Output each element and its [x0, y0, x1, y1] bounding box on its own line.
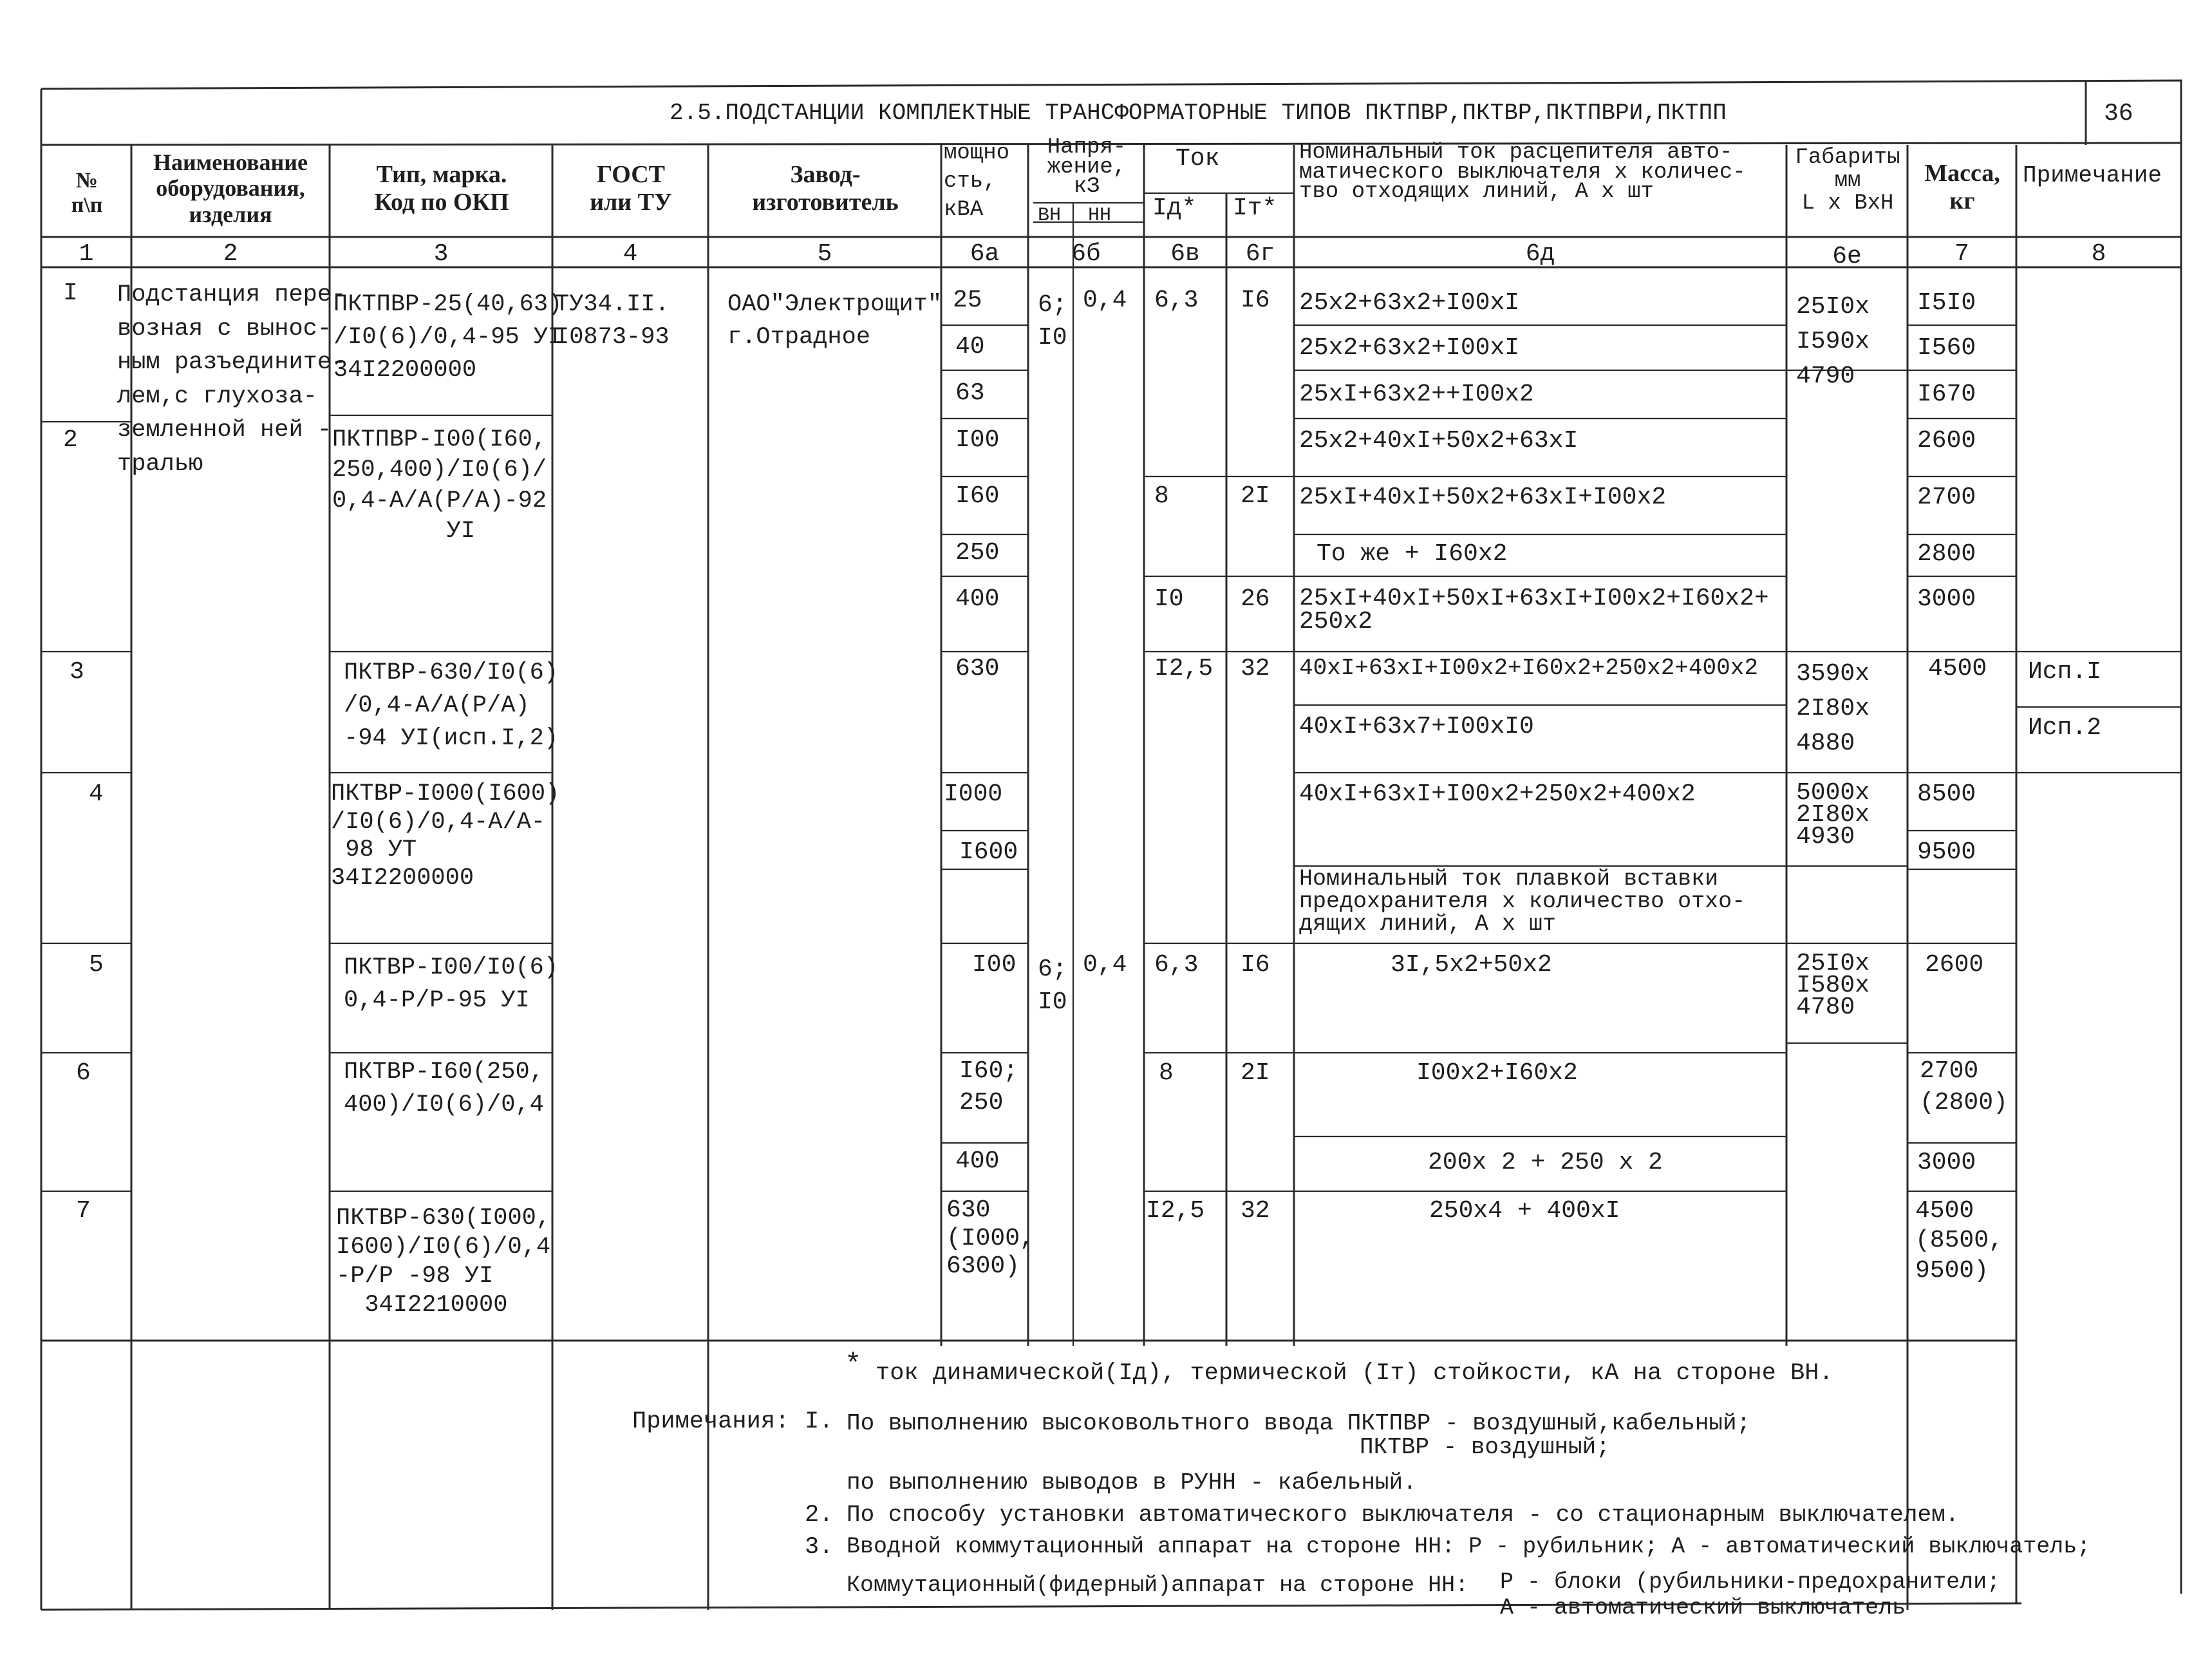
- type-code: ПКТВР-I60(250, 400)/I0(6)/0,4: [344, 1059, 544, 1119]
- power-value: 630 (I000, 6300): [946, 1196, 1035, 1281]
- mass-value: 8500: [1917, 780, 1976, 808]
- footnote-star: *: [845, 1349, 862, 1381]
- power-value: 25: [953, 287, 982, 314]
- current-it: I6: [1241, 287, 1270, 314]
- type-code: ПКТВР-I00/I0(6) 0,4-Р/Р-95 УI: [344, 954, 559, 1015]
- current-it: 26: [1241, 585, 1270, 613]
- header-gost: ГОСТ или ТУ: [590, 161, 672, 216]
- header-vn: ВН: [1038, 205, 1062, 227]
- row-number: 2: [63, 426, 78, 454]
- current-id: 6,3: [1154, 287, 1199, 314]
- mass-value: 3000: [1917, 585, 1976, 613]
- note-3-number: 3.: [805, 1534, 834, 1561]
- header-dims: Габариты мм L х ВхН: [1795, 146, 1900, 216]
- power-value: I00: [955, 426, 1000, 454]
- power-value: I000: [944, 780, 1003, 808]
- note-1-line-b: ПКТВР - воздушный;: [1360, 1434, 1610, 1460]
- mass-value: 3000: [1917, 1149, 1976, 1176]
- col-num-1: 1: [79, 240, 94, 268]
- mass-value: 2600: [1925, 951, 1984, 979]
- note-3-line-b: Коммутационный(фидерный)аппарат на стороне НН:: [847, 1572, 1469, 1598]
- col-num-6d: 6д: [1525, 240, 1555, 268]
- row-number: 4: [89, 780, 104, 808]
- power-value: 400: [955, 1147, 1000, 1175]
- mass-value: 2700 (2800): [1920, 1057, 2008, 1117]
- rating-value: То же + I60x2: [1317, 540, 1508, 568]
- power-value: 400: [955, 585, 1000, 613]
- col-num-8: 8: [2091, 240, 2106, 268]
- fuse-subheader: Номинальный ток плавкой вставки предохранителя х количество отхо- дящих линий, А х шт: [1299, 866, 1746, 937]
- voltage-nn: 0,4: [1083, 951, 1127, 979]
- type-code: ПКТПВР-25(40,63) /I0(6)/0,4-95 УI 34I2200000: [333, 291, 563, 384]
- type-code: ПКТВР-630/I0(6) /0,4-А/А(Р/А) -94 УI(исп.I,2): [344, 659, 559, 753]
- row-number: 7: [76, 1197, 91, 1225]
- header-name: Наименование оборудования, изделия: [153, 149, 308, 227]
- col-num-6b: 6б: [1071, 240, 1101, 268]
- header-type: Тип, марка. Код по ОКП: [374, 161, 509, 216]
- rating-value: 25xI+40xI+50x2+63xI+I00x2: [1299, 484, 1667, 511]
- mass-value: I560: [1917, 334, 1976, 362]
- equipment-name: Подстанция пере- возная с вынос- ным разъедините- лем,с глухоза- земленной ней - тралью: [117, 281, 346, 478]
- note-2-number: 2.: [805, 1502, 834, 1529]
- col-num-3: 3: [433, 240, 449, 268]
- current-it: 2I: [1241, 482, 1270, 510]
- current-it: 32: [1241, 655, 1270, 683]
- rating-value: I00x2+I60x2: [1416, 1059, 1578, 1087]
- note-1-number: I.: [805, 1408, 834, 1435]
- rating-value: 40xI+63xI+I00x2+250x2+400x2: [1299, 780, 1696, 808]
- current-id: 8: [1159, 1059, 1174, 1087]
- mass-value: 2600: [1917, 427, 1976, 455]
- rating-value: 25x2+40xI+50x2+63xI: [1299, 427, 1579, 455]
- current-id: 6,3: [1154, 951, 1199, 979]
- voltage-nn: 0,4: [1083, 287, 1127, 314]
- power-value: I60; 250: [959, 1057, 1018, 1117]
- power-value: I600: [959, 838, 1018, 866]
- rating-value: 40xI+63x7+I00xI0: [1299, 713, 1534, 740]
- col-num-4: 4: [623, 240, 638, 268]
- rating-value: 25xI+63x2++I00x2: [1299, 381, 1534, 408]
- header-power: мощно сть, кВА: [944, 141, 1010, 223]
- mass-value: 2700: [1917, 484, 1976, 511]
- type-code: ПКТПВР-I00(I60, 250,400)/I0(6)/ 0,4-А/А(Р/А)-92 УI: [332, 426, 547, 545]
- type-code: ПКТВР-I000(I600) /I0(6)/0,4-А/А- 98 УТ 34I2200000: [331, 780, 560, 892]
- rating-value: 200x 2 + 250 x 2: [1428, 1149, 1663, 1176]
- col-num-6e: 6е: [1832, 243, 1862, 270]
- mass-value: 4500 (8500, 9500): [1915, 1197, 2003, 1285]
- col-num-6a: 6а: [970, 240, 1000, 268]
- note-3-line-d: А - автоматический выключатель: [1500, 1595, 1906, 1621]
- col-num-6g: 6г: [1245, 240, 1275, 268]
- current-id: 8: [1154, 482, 1169, 510]
- header-current: Ток: [1176, 145, 1220, 173]
- footnote-text: ток динамической(Iд), термической (Iт) стойкости, кА на стороне ВН.: [876, 1360, 1833, 1387]
- note-3-text: Вводной коммутационный аппарат на стороне НН: Р - рубильник; А - автоматический выключатель;: [847, 1534, 2091, 1560]
- power-value: 40: [955, 333, 985, 361]
- dims-value: 5000x 2I80x 4930: [1796, 779, 1870, 851]
- header-maker: Завод- изготовитель: [752, 161, 899, 216]
- col-num-6v: 6в: [1170, 240, 1200, 268]
- current-it: 32: [1241, 1197, 1270, 1225]
- type-code: ПКТВР-630(I000, I600)/I0(6)/0,4 -Р/Р -98 УI 34I2210000: [336, 1205, 551, 1319]
- gost-value: ТУ34.II. I0873-93: [555, 291, 670, 352]
- voltage-vn: 6; I0: [1038, 956, 1067, 1017]
- power-value: 63: [955, 379, 985, 407]
- rating-value: 25xI+40xI+50xI+63xI+I00x2+I60x2+ 250x2: [1299, 585, 1769, 636]
- rating-value: 25x2+63x2+I00xI: [1299, 334, 1520, 362]
- current-id: I2,5: [1146, 1197, 1205, 1225]
- header-id: Iд*: [1152, 194, 1197, 222]
- row-number: 6: [76, 1059, 91, 1087]
- power-value: 250: [955, 539, 1000, 567]
- col-num-7: 7: [1954, 240, 1969, 268]
- page-number: 36: [2104, 100, 2133, 127]
- header-rating: Номинальный ток расцепителя авто- матического выключателя х количес- тво отходящих линий, А х шт: [1299, 140, 1746, 205]
- header-nn: НН: [1088, 205, 1112, 227]
- rating-value: 3I,5x2+50x2: [1391, 951, 1552, 979]
- col-num-5: 5: [817, 240, 832, 268]
- note-2-text: По способу установки автоматического выключателя - со стационарным выключателем.: [847, 1502, 1960, 1528]
- row-number: I: [63, 279, 78, 307]
- mass-value: 2800: [1917, 540, 1976, 568]
- dims-value: 3590x 2I80x 4880: [1796, 660, 1870, 757]
- row-number: 5: [89, 951, 104, 979]
- mass-value: I5I0: [1917, 289, 1976, 317]
- power-value: 630: [955, 655, 1000, 683]
- current-it: 2I: [1241, 1059, 1270, 1087]
- rating-value: 40xI+63xI+I00x2+I60x2+250x2+400x2: [1299, 655, 1758, 681]
- notes-label: Примечания:: [632, 1408, 790, 1435]
- power-value: I60: [955, 482, 1000, 510]
- col-num-2: 2: [223, 240, 238, 268]
- mass-value: 4500: [1928, 655, 1987, 683]
- note-value: Исп.I: [2028, 658, 2102, 686]
- header-it: Iт*: [1233, 194, 1277, 222]
- note-1-line-c: по выполнению выводов в РУНН - кабельный.: [847, 1469, 1417, 1496]
- note-value: Исп.2: [2028, 714, 2102, 742]
- page-title: 2.5.ПОДСТАНЦИИ КОМПЛЕКТНЫЕ ТРАНСФОРМАТОРНЫЕ ТИПОВ ПКТПВР,ПКТВР,ПКТПВРИ,ПКТПП: [670, 100, 1727, 126]
- voltage-vn: 6; I0: [1038, 291, 1067, 352]
- header-voltage: Напря- жение, кЗ: [1047, 135, 1127, 200]
- rating-value: 250x4 + 400xI: [1429, 1197, 1620, 1225]
- power-value: I00: [972, 951, 1017, 979]
- current-it: I6: [1241, 951, 1270, 979]
- header-note: Примечание: [2023, 162, 2162, 189]
- note-3-line-c: Р - блоки (рубильники-предохранители;: [1500, 1569, 2001, 1595]
- dims-value: 25I0x I580x 4780: [1796, 950, 1870, 1022]
- mass-value: 9500: [1917, 838, 1976, 866]
- current-id: I2,5: [1154, 655, 1214, 683]
- dims-value: 25I0x I590x 4790: [1796, 293, 1870, 390]
- header-mass: Масса, кг: [1924, 160, 2000, 214]
- note-1-line-a: По выполнению высоковольтного ввода ПКТПВР - воздушный,кабельный;: [847, 1410, 1751, 1437]
- row-number: 3: [70, 658, 84, 686]
- current-id: I0: [1154, 585, 1184, 613]
- rating-value: 25x2+63x2+I00xI: [1299, 289, 1520, 317]
- mass-value: I670: [1917, 381, 1976, 408]
- maker-value: ОАО"Электрощит" г.Отрадное: [727, 291, 942, 352]
- header-no: № п\п: [71, 169, 103, 218]
